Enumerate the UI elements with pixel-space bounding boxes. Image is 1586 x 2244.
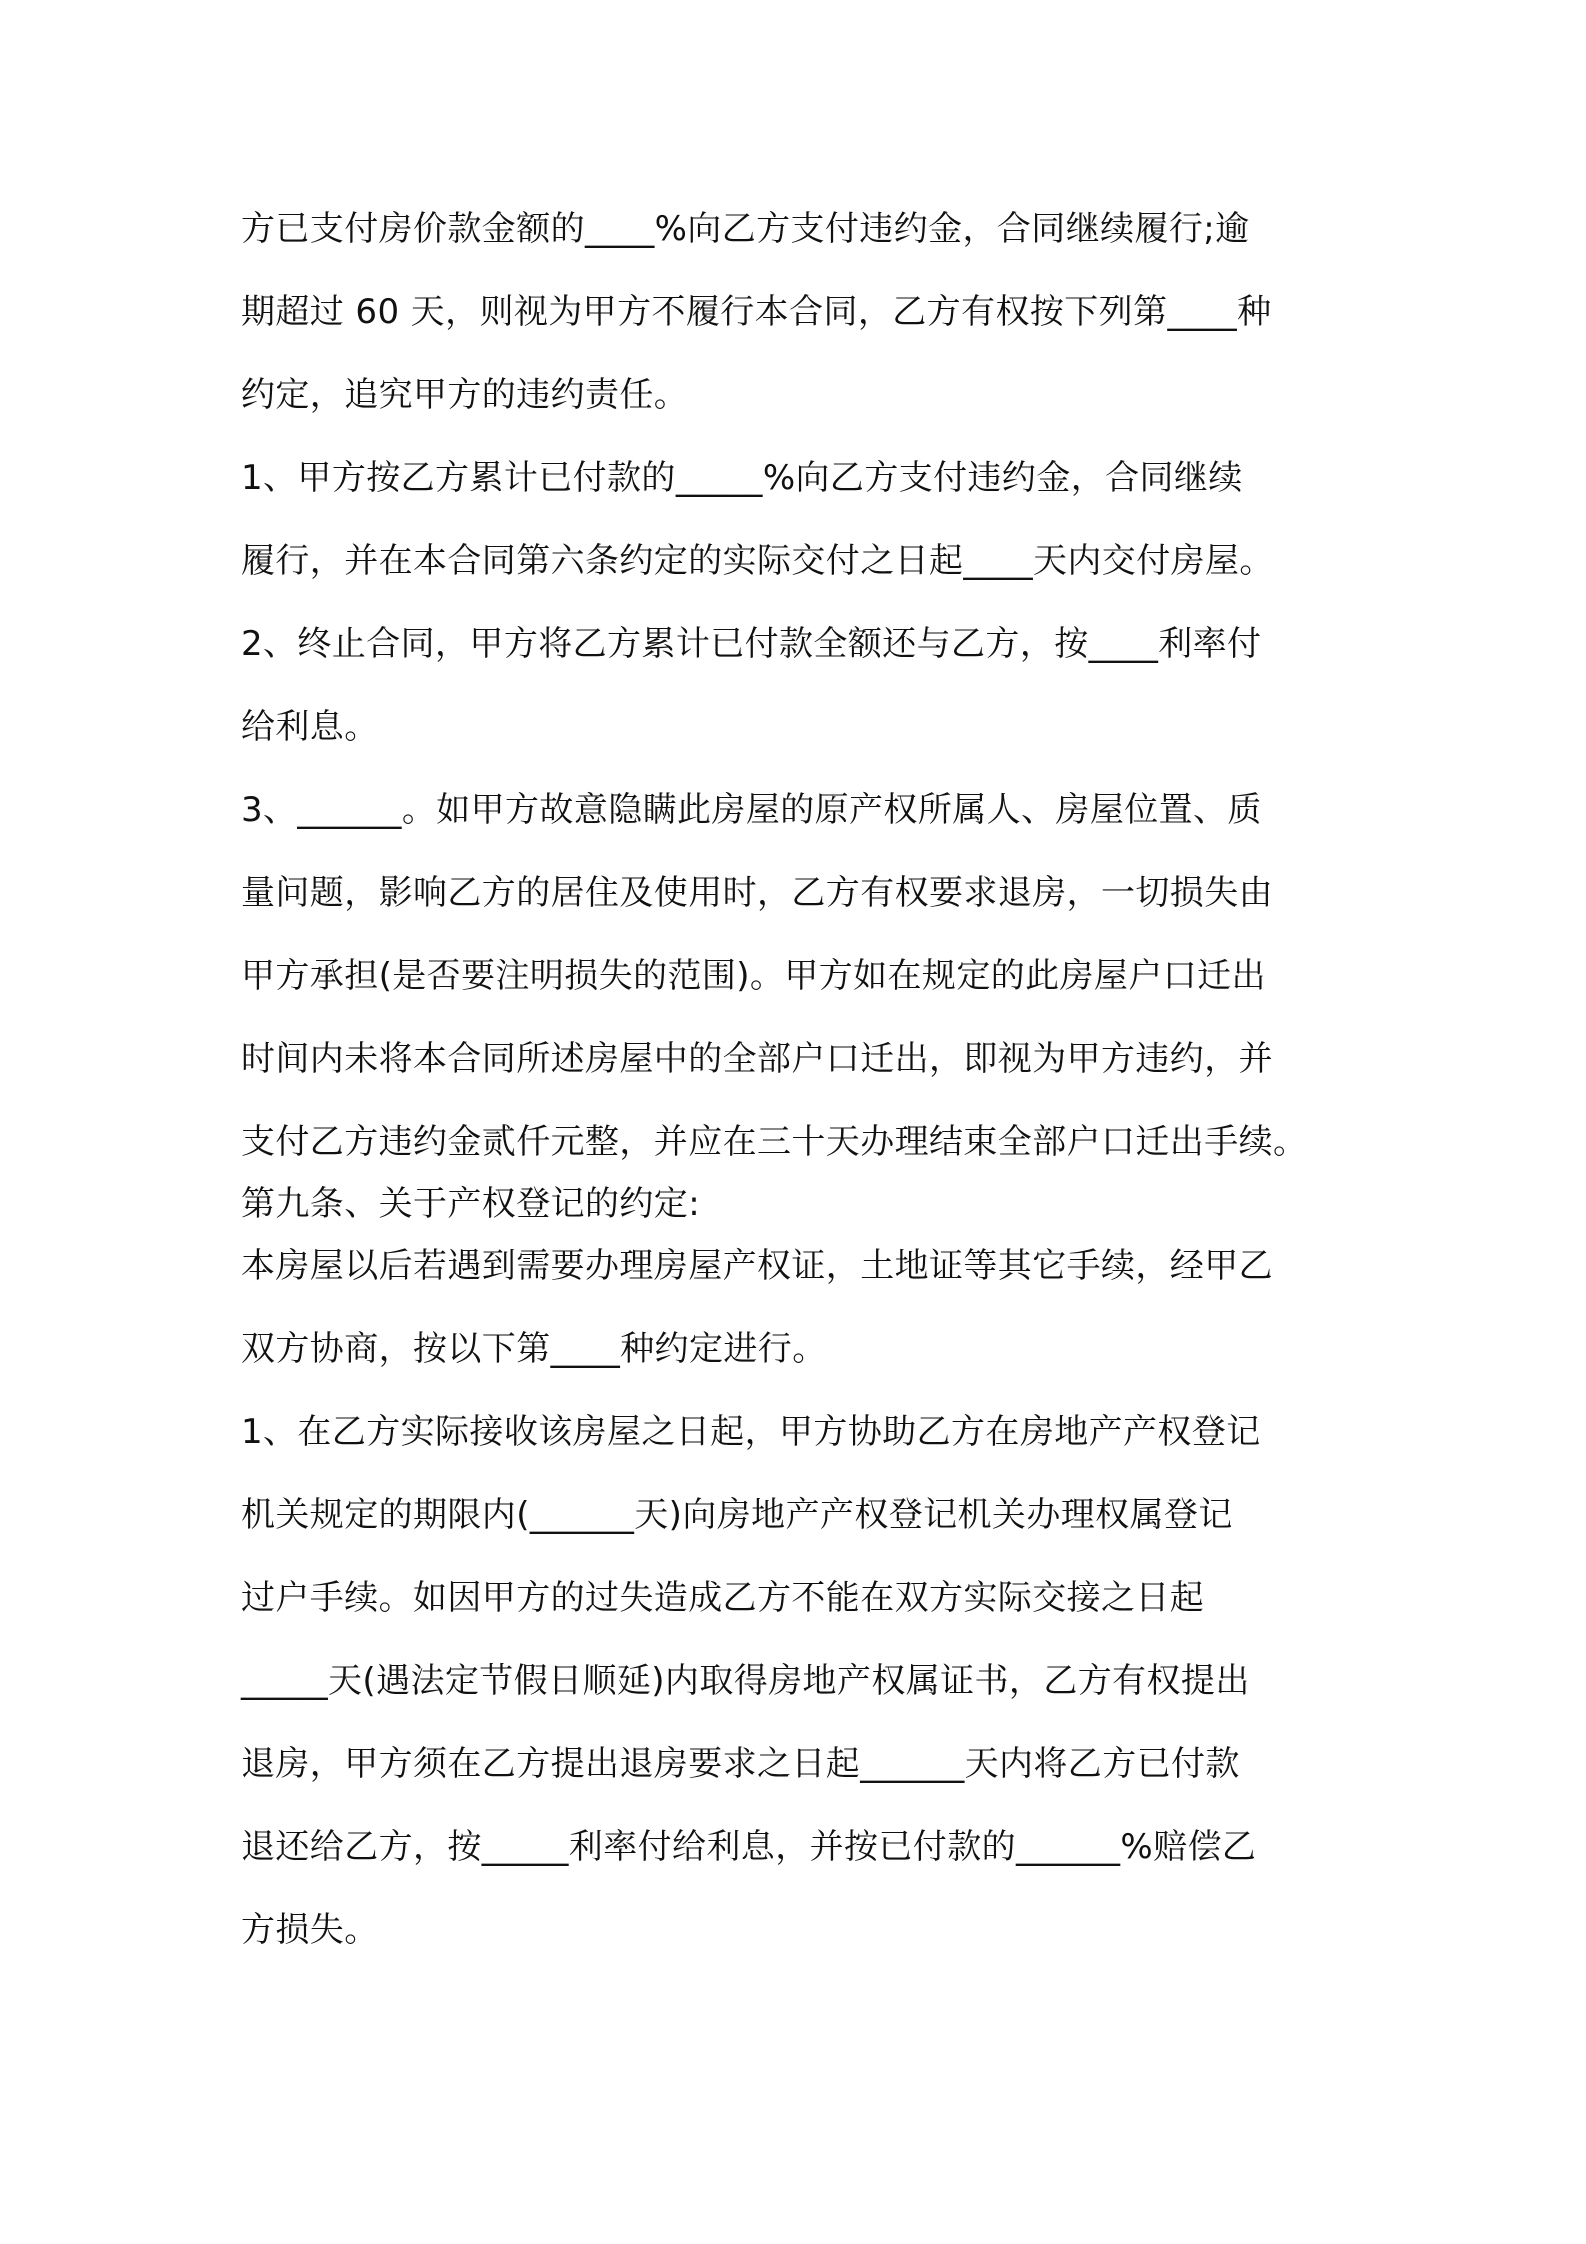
section-heading: 第九条、关于产权登记的约定: xyxy=(241,1184,701,1224)
text-line: 甲方承担(是否要注明损失的范围)。甲方如在规定的此房屋户口迁出 xyxy=(241,956,1266,996)
text-line: 方损失。 xyxy=(241,1910,379,1950)
text-line: 2、终止合同，甲方将乙方累计已付款全额还与乙方，按____利率付 xyxy=(241,624,1262,664)
text-line: 3、______。如甲方故意隐瞒此房屋的原产权所属人、房屋位置、质 xyxy=(241,790,1262,830)
text-line: 方已支付房价款金额的____%向乙方支付违约金，合同继续履行;逾 xyxy=(241,209,1250,249)
text-line: 量问题，影响乙方的居住及使用时，乙方有权要求退房，一切损失由 xyxy=(241,873,1273,913)
text-line: 本房屋以后若遇到需要办理房屋产权证，土地证等其它手续，经甲乙 xyxy=(241,1246,1273,1286)
text-line: 给利息。 xyxy=(241,707,379,747)
text-line: 机关规定的期限内(______天)向房地产产权登记机关办理权属登记 xyxy=(241,1495,1233,1535)
text-line: 退房，甲方须在乙方提出退房要求之日起______天内将乙方已付款 xyxy=(241,1744,1240,1784)
text-line: 过户手续。如因甲方的过失造成乙方不能在双方实际交接之日起 xyxy=(241,1578,1205,1618)
text-line: 时间内未将本合同所述房屋中的全部户口迁出，即视为甲方违约，并 xyxy=(241,1039,1273,1079)
text-line: 双方协商，按以下第____种约定进行。 xyxy=(241,1329,827,1369)
text-line: _____天(遇法定节假日顺延)内取得房地产权属证书，乙方有权提出 xyxy=(241,1661,1250,1701)
contract-text xyxy=(241,202,1371,1986)
text-line: 约定，追究甲方的违约责任。 xyxy=(241,375,689,415)
text-line: 期超过 60 天，则视为甲方不履行本合同，乙方有权按下列第____种 xyxy=(241,292,1272,332)
text-line: 1、在乙方实际接收该房屋之日起，甲方协助乙方在房地产产权登记 xyxy=(241,1412,1261,1452)
text-line: 履行，并在本合同第六条约定的实际交付之日起____天内交付房屋。 xyxy=(241,541,1274,581)
text-line: 退还给乙方，按_____利率付给利息，并按已付款的______%赔偿乙 xyxy=(241,1827,1257,1867)
text-line: 支付乙方违约金贰仟元整，并应在三十天办理结束全部户口迁出手续。 xyxy=(241,1122,1308,1162)
text-line: 1、甲方按乙方累计已付款的_____%向乙方支付违约金，合同继续 xyxy=(241,458,1243,498)
